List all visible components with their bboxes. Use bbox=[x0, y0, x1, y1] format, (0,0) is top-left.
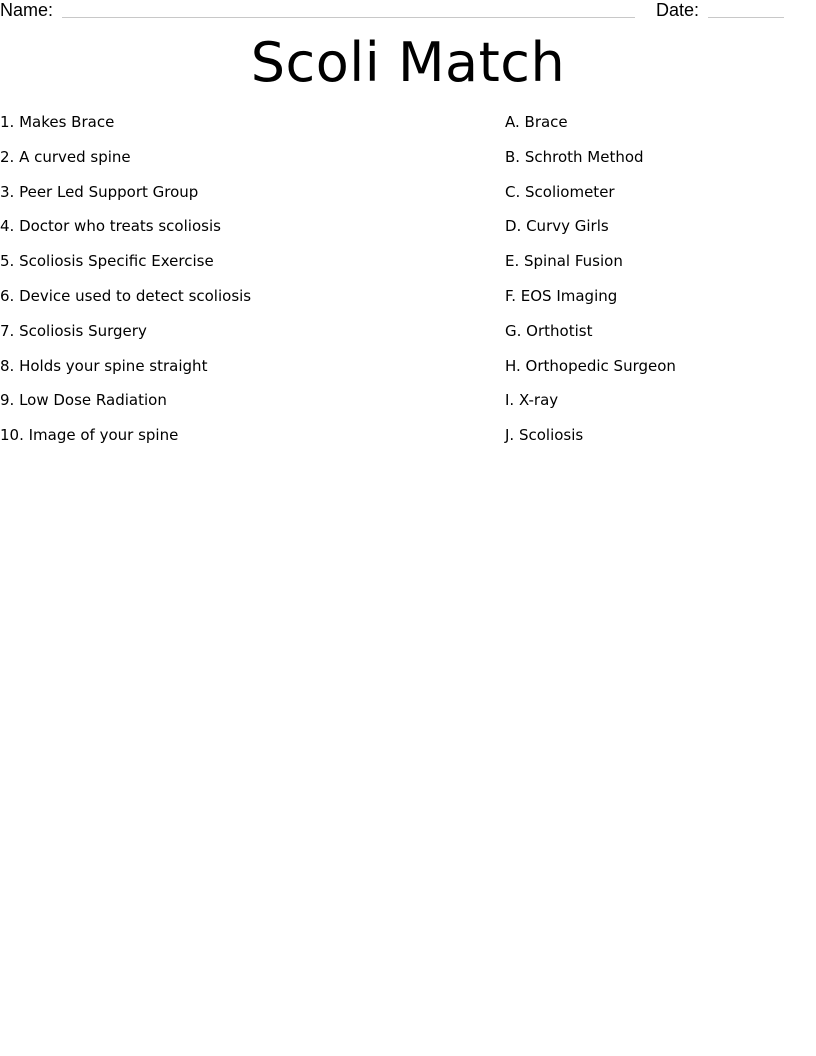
clue-item: 8. Holds your spine straight bbox=[0, 356, 208, 375]
answer-item: B. Schroth Method bbox=[505, 147, 644, 166]
clue-item: 6. Device used to detect scoliosis bbox=[0, 286, 252, 305]
name-blank-line bbox=[62, 17, 635, 18]
answer-item: E. Spinal Fusion bbox=[505, 252, 623, 271]
worksheet-header bbox=[0, 0, 816, 22]
answer-item: F. EOS Imaging bbox=[505, 286, 618, 305]
clue-item: 4. Doctor who treats scoliosis bbox=[0, 217, 221, 236]
date-blank-line bbox=[708, 17, 784, 18]
clue-item: 7. Scoliosis Surgery bbox=[0, 321, 147, 340]
answer-item: C. Scoliometer bbox=[505, 182, 615, 201]
answer-list bbox=[505, 112, 805, 460]
answer-item: J. Scoliosis bbox=[505, 426, 584, 445]
clue-item: 5. Scoliosis Specific Exercise bbox=[0, 252, 214, 271]
answer-item: D. Curvy Girls bbox=[505, 217, 609, 236]
page-title: Scoli Match bbox=[250, 31, 566, 94]
answer-item: I. X-ray bbox=[505, 391, 559, 410]
answer-item: H. Orthopedic Surgeon bbox=[505, 356, 676, 375]
answer-item: G. Orthotist bbox=[505, 321, 593, 340]
clue-item: 10. Image of your spine bbox=[0, 426, 179, 445]
name-label: Name: bbox=[0, 0, 54, 20]
clue-item: 1. Makes Brace bbox=[0, 113, 115, 131]
clue-item: 3. Peer Led Support Group bbox=[0, 182, 199, 201]
answer-item: A. Brace bbox=[505, 113, 568, 131]
clue-list bbox=[0, 112, 480, 460]
clue-item: 2. A curved spine bbox=[0, 147, 131, 166]
clue-item: 9. Low Dose Radiation bbox=[0, 391, 167, 410]
date-label: Date: bbox=[656, 0, 700, 20]
